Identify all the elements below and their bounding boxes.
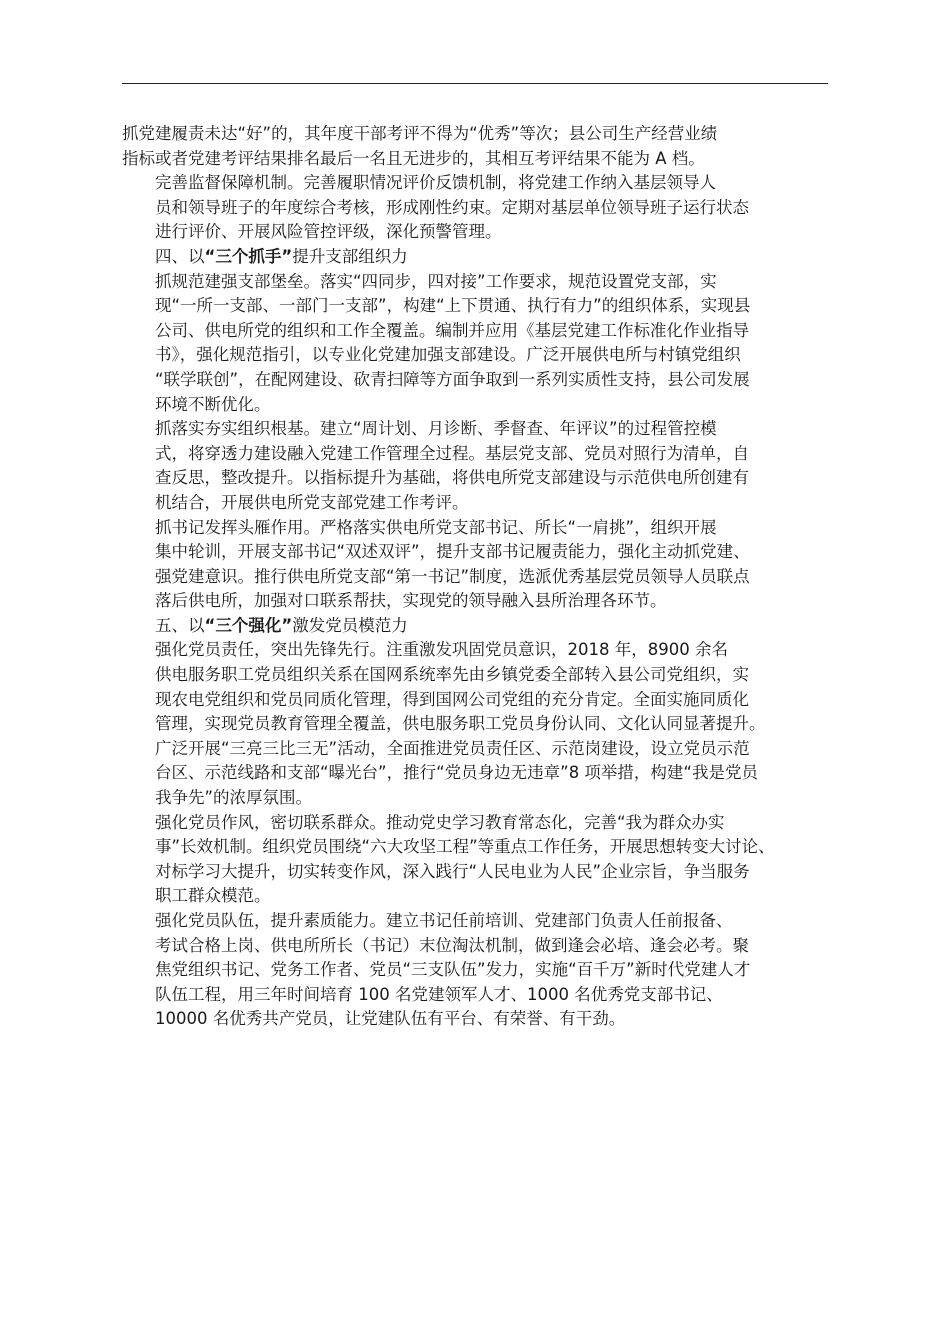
heading-quote: “三个强化” [204,615,293,635]
body-paragraph [122,516,828,614]
body-paragraph [122,811,828,909]
text-line: 强党建意识。推行供电所党支部“第一书记”制度，选派优秀基层党员领导人员联点 [155,566,750,586]
text-line: 落后供电所，加强对口联系帮扶，实现党的领导融入县所治理各环节。 [155,591,667,611]
text-line: 事”长效机制。组织党员围绕“六大攻坚工程”等重点工作任务，开展思想转变大讨论、 [155,837,775,857]
text-line: 对标学习大提升，切实转变作风，深入践行“人民电业为人民”企业宗旨，争当服务 [155,861,750,881]
text-line: 抓书记发挥头雁作用。严格落实供电所党支部书记、所长“一肩挑”，组织开展 [155,517,717,537]
text-line: 指标或者党建考评结果排名最后一名且无进步的，其相互考评结果不能为 A 档。 [122,148,705,168]
text-line: 抓党建履责未达“好”的，其年度干部考评不得为“优秀”等次；县公司生产经营业绩 [122,124,718,143]
text-line: 现“一所一支部、一部门一支部”，构建“上下贯通、执行有力”的组织体系，实现县 [155,296,751,316]
body-paragraph [122,171,828,245]
section-heading [122,614,828,639]
body-paragraph [122,909,828,1032]
header-rule [122,83,828,84]
text-line: 队伍工程，用三年时间培育 100 名党建领军人才、1000 名优秀党支部书记、 [155,984,723,1004]
body-paragraph [122,417,828,515]
heading-suffix: 激发党员模范力 [292,615,408,635]
text-line: 查反思，整改提升。以指标提升为基础，将供电所党支部建设与示范供电所创建有 [155,468,749,488]
text-line: 强化党员责任，突出先锋先行。注重激发巩固党员意识，2018 年，8900 余名 [155,640,728,660]
text-line: 进行评价、开展风险管控评级，深化预警管理。 [155,222,502,242]
section-heading [122,245,828,270]
text-line: 10000 名优秀共产党员，让党建队伍有平台、有荣誉、有干劲。 [155,1009,626,1029]
body-paragraph [122,638,828,810]
text-line: 强化党员作风，密切联系群众。推动党史学习教育常态化，完善“我为群众办实 [155,812,725,832]
text-line: 现农电党组织和党员同质化管理，得到国网公司党组的充分肯定。全面实施同质化 [155,689,749,709]
text-line: “联学联创”，在配网建设、砍青扫障等方面争取到一系列实质性支持，县公司发展 [155,369,750,389]
text-line: 公司、供电所党的组织和工作全覆盖。编制并应用《基层党建工作标准化作业指导 [155,320,749,340]
heading-quote: “三个抓手” [204,246,293,266]
document-body [122,122,828,1032]
heading-prefix: 四、以 [155,246,205,266]
text-line: 我争先”的浓厚氛围。 [155,788,313,808]
text-line: 环境不断优化。 [155,394,271,414]
text-line: 式，将穿透力建设融入党建工作管理全过程。基层党支部、党员对照行为清单，自 [155,443,749,463]
text-line: 强化党员队伍，提升素质能力。建立书记任前培训、党建部门负责人任前报备、 [155,911,733,930]
text-line: 考试合格上岗、供电所所长（书记）末位淘汰机制，做到逢会必培、逢会必考。聚 [155,935,749,955]
text-line: 抓规范建强支部堡垒。落实“四同步，四对接”工作要求，规范设置党支部，实 [155,271,717,291]
text-line: 完善监督保障机制。完善履职情况评价反馈机制，将党建工作纳入基层领导人 [155,173,716,193]
text-line: 书》，强化规范指引，以专业化党建加强支部建设。广泛开展供电所与村镇党组织 [155,345,741,365]
text-line: 员和领导班子的年度综合考核，形成刚性约束。定期对基层单位领导班子运行状态 [155,197,749,217]
text-line: 广泛开展“三亮三比三无”活动，全面推进党员责任区、示范岗建设，设立党员示范 [155,738,750,758]
body-paragraph [122,122,828,171]
text-line: 台区、示范线路和支部“曝光台”，推行“党员身边无违章”8 项举措，构建“我是党员 [155,763,758,783]
text-line: 抓落实夯实组织根基。建立“周计划、月诊断、季督查、年评议”的过程管控模 [155,419,717,439]
text-line: 集中轮训，开展支部书记“双述双评”，提升支部书记履责能力，强化主动抓党建、 [155,542,750,562]
heading-prefix: 五、以 [155,615,205,635]
text-line: 焦党组织书记、党务工作者、党员“三支队伍”发力，实施“百千万”新时代党建人才 [155,960,751,980]
text-line: 机结合，开展供电所党支部党建工作考评。 [155,492,469,512]
heading-suffix: 提升支部组织力 [292,246,408,266]
text-line: 供电服务职工党员组织关系在国网系统率先由乡镇党委全部转入县公司党组织，实 [155,665,749,685]
body-paragraph [122,270,828,418]
text-line: 管理，实现党员教育管理全覆盖，供电服务职工党员身份认同、文化认同显著提升。 [155,714,766,734]
text-line: 职工群众模范。 [155,886,271,906]
